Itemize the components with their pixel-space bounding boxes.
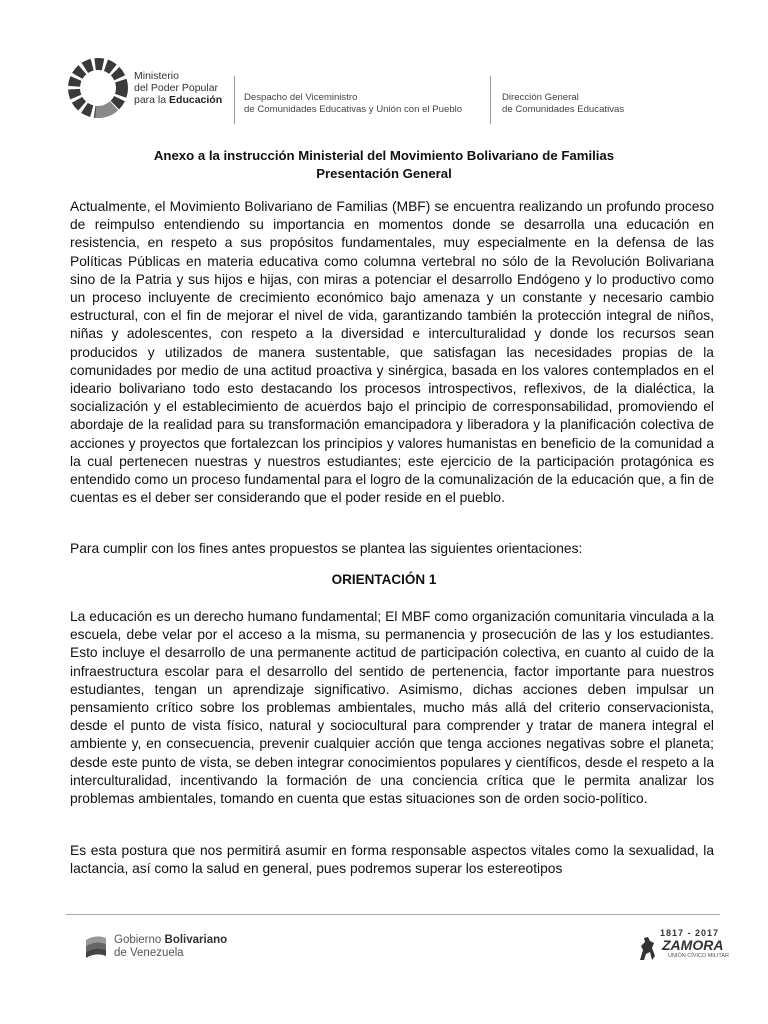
orientation-heading: ORIENTACIÓN 1 bbox=[331, 572, 437, 587]
title-line2: Presentación General bbox=[316, 166, 452, 181]
ministry-name bbox=[134, 70, 222, 106]
gov-bold: Bolivariano bbox=[164, 934, 228, 946]
zamora-name: ZAMORA bbox=[662, 937, 724, 953]
office-general-direction bbox=[502, 92, 624, 115]
office1-line2: de Comunidades Educativas y Unión con el Pueblo bbox=[244, 103, 463, 115]
footer-divider bbox=[66, 914, 720, 915]
ministry-logo-icon bbox=[66, 56, 130, 120]
header-divider bbox=[234, 76, 235, 124]
office2-line1: Dirección General bbox=[502, 92, 579, 103]
zamora-logo bbox=[636, 928, 730, 964]
ministry-line3 bbox=[134, 94, 222, 106]
title-line1: Anexo a la instrucción Ministerial del Movimiento Bolivariano de Familias bbox=[153, 148, 615, 163]
office1-line1: Despacho del Viceministro bbox=[244, 92, 358, 103]
gov-prefix: Gobierno bbox=[114, 934, 165, 946]
document-title bbox=[70, 147, 698, 183]
ministry-line2: del Poder Popular bbox=[134, 82, 219, 94]
paragraph-2: Para cumplir con los fines antes propuestos se plantea las siguientes orientaciones: bbox=[70, 541, 583, 556]
paragraph-4: Es esta postura que nos permitirá asumir en forma responsable aspectos vitales como la sexualidad, la lactancia, así como la salud en general, pues podremos superar los estereotipos bbox=[70, 843, 714, 877]
ministry-line3-bold: Educación bbox=[169, 94, 223, 106]
horseman-icon bbox=[636, 934, 658, 962]
government-name bbox=[114, 934, 227, 959]
gov-line2: de Venezuela bbox=[114, 946, 184, 959]
ministry-line1: Ministerio bbox=[134, 70, 179, 82]
paragraph-3: La educación es un derecho humano fundamental; El MBF como organización comunitaria vinculada a la escuela, debe velar por el acceso a la misma, su permanencia y prosecución de las y los estudiantes. Esto incluye el desarrollo de una permanente actitud de participación colectiva, en cuanto al cuido de la infraestructura escolar para el desarrollo del sentido de pertenencia, factor importante para nuestros estudiantes, tengan un aprendizaje significativo. Asimismo, dichas acciones deben impulsar un pensamiento crítico sobre los problemas ambientales, mucho más allá del criterio conservacionista, desde el punto de vista físico, natural y sociocultural para comprender y tratar de manera integral el ambiente y, en consecuencia, prevenir cualquier acción que tenga acciones negativas sobre el planeta; desde este punto de vista, se deben integrar conocimientos populares y científicos, desde el respeto a la interculturalidad, incentivando la formación de una conciencia crítica que le permita analizar los problemas ambientales, tomando en cuenta que estas situaciones son de orden socio-político. bbox=[70, 609, 714, 807]
paragraph-1: Actualmente, el Movimiento Bolivariano de Familias (MBF) se encuentra realizando un profundo proceso de reimpulso entendiendo su importancia en momentos donde se desarrolla una educación en resistencia, en respeto a sus propósitos fundamentales, muy especialmente en la defensa de las Políticas Públicas en materia educativa como columna vertebral no sólo de la Revolución Bolivariana sino de la Patria y sus hijos e hijas, con miras a potenciar el desarrollo Endógeno y lo productivo como un proceso incluyente de crecimiento económico bajo amenaza y un constante y necesario cambio estructural, con el fin de mejorar el nivel de vida, garantizando también la protección integral de niños, niñas y adolescentes, con respeto a la diversidad e interculturalidad y donde los recursos sean producidos y utilizados de manera sustentable, que satisfagan las necesidades propias de la comunidades por medio de una actitud proactiva y sinérgica, basada en los valores contemplados en el ideario bolivariano todo esto destacando los procesos introspectivos, reflexivos, de la dialéctica, la socialización y el establecimiento de acuerdos bajo el principio de corresponsabilidad, promoviendo el abordaje de la realidad para su transformación emancipadora y liberadora y la planificación colectiva de acciones y proyectos que fortalezcan los principios y valores humanistas en beneficio de la comunidad a la cual pertenecen nuestras y nuestros estudiantes; este ejercicio de la participación protagónica es entendido como un proceso fundamental para el logro de la comunalización de la educación que, a fin de cuentas es el deber ser considerando que el poder reside en el pueblo. bbox=[70, 199, 714, 506]
zamora-years: 1817 - 2017 bbox=[660, 928, 720, 938]
office2-line2: de Comunidades Educativas bbox=[502, 103, 625, 115]
header-divider bbox=[490, 76, 491, 124]
office-vice-ministry bbox=[244, 92, 462, 115]
venezuela-flag-icon bbox=[84, 932, 108, 958]
zamora-subtitle: UNIÓN CÍVICO MILITAR bbox=[668, 953, 730, 959]
ministry-line3-prefix: para la bbox=[134, 94, 170, 106]
letterhead bbox=[66, 52, 706, 128]
gov-line1 bbox=[114, 934, 227, 947]
